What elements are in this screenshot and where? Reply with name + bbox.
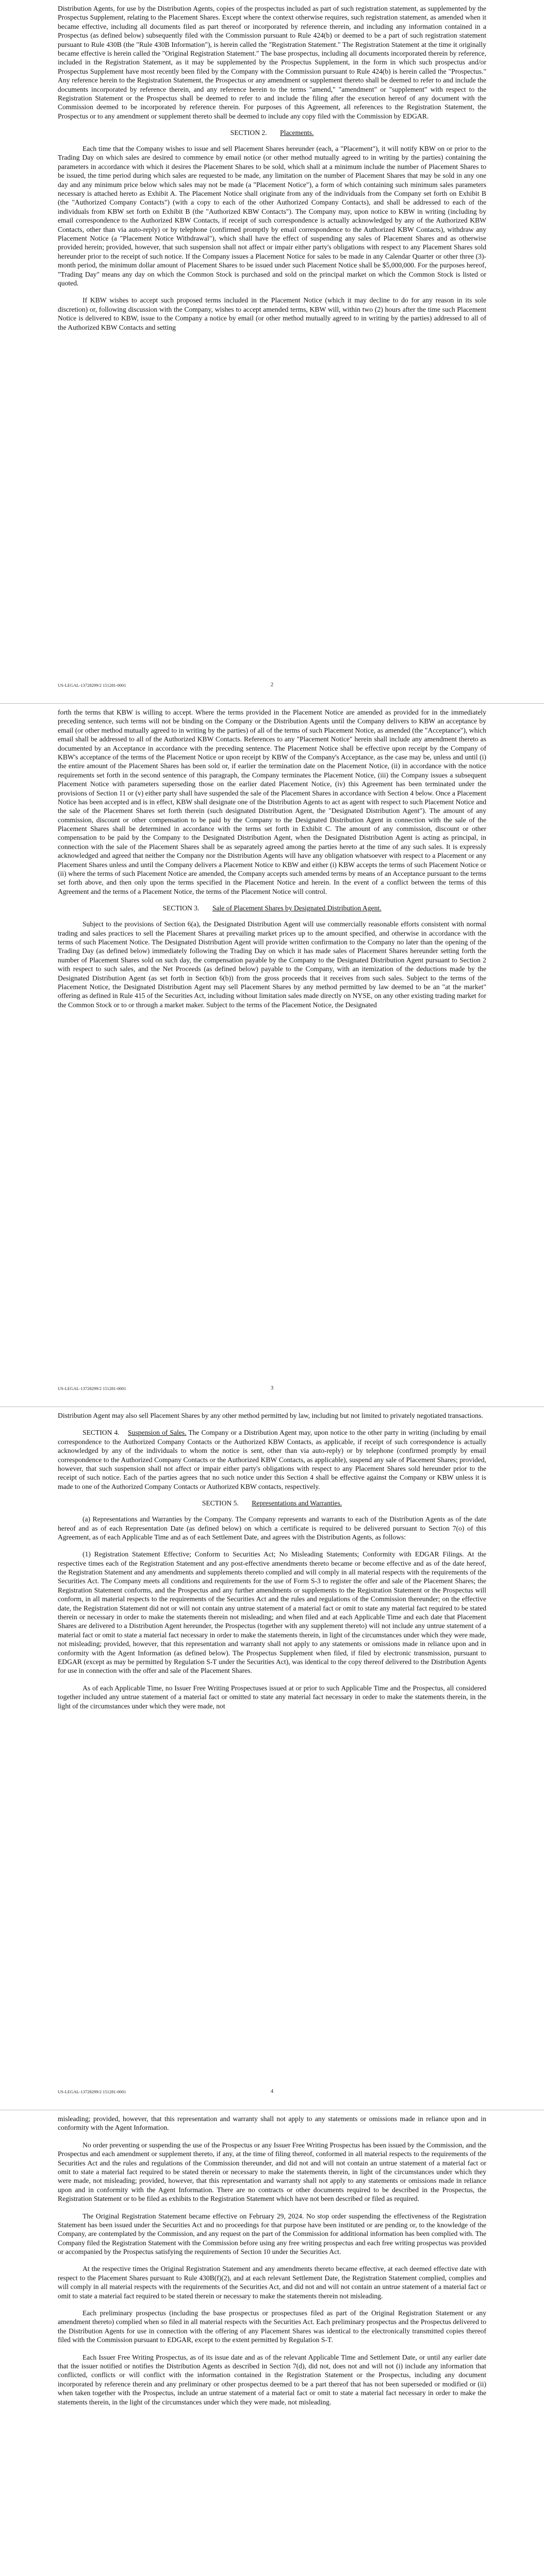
paragraph: (a) Representations and Warranties by the Company. The Company represents and warrants to each of the Distribution Agents as of the date hereof and as of each Representation Date (as defined below) on which a certificate is required to be delivered pursuant to Section 7(o) of this Agreement, as of each Applicable Time and as of each Settlement Date, and agrees with the Distribution Agents, as follows: [58,1515,486,1541]
section-title: Suspension of Sales. [127,1429,187,1437]
section-heading [58,1499,486,1507]
section-title: Representations and Warranties. [252,1499,342,1507]
section-4-paragraph [58,1428,486,1491]
section-number: SECTION 4. [83,1429,120,1437]
paragraph: Each preliminary prospectus (including the base prospectus or prospectuses filed as part of the Original Registration Statement or any amendment thereto) complied when so filed in all material respects with the Securities Act. Each preliminary prospectus and the Prospectus delivered to the Distribution Agents for use in connection with the offering of any Placement Shares was identical to the electronically transmitted copies thereof filed with the Commission pursuant to EDGAR, except to the extent permitted by Regulation S-T. [58,2309,486,2344]
paragraph: As of each Applicable Time, no Issuer Free Writing Prospectuses issued at or prior to such Applicable Time and the Prospectus, all considered together included any untrue statement of a material fact or omitted to state any material fact necessary in order to make the statements therein, in the light of the circumstances under which they were made, not [58,1684,486,1710]
paragraph: Distribution Agents, for use by the Distribution Agents, copies of the prospectus included as part of such registration statement, as supplemented by the Prospectus Supplement, relating to the Placement Shares. Except where the context otherwise requires, such registration statement, as amended when it became effective, including all documents filed as part thereof or incorporated by reference therein, and including any information contained in a Prospectus (as defined below) subsequently filed with the Commission pursuant to Rule 424(b) or deemed to be a part of such registration statement pursuant to Rule 430B (the "Rule 430B Information"), is herein called the "Registration Statement." The Registration Statement at the time it originally became effective is herein called the "Original Registration Statement." The base prospectus, including all documents incorporated therein by reference, included in the Registration Statement, as it may be supplemented by the Prospectus Supplement, in the form in which such prospectus and/or Prospectus Supplement have most recently been filed by the Company with the Commission pursuant to Rule 424(b) is herein called the "Prospectus." Any reference herein to the Registration Statement, the Prospectus or any amendment or supplement thereto shall be deemed to refer to and include the documents incorporated by reference therein, and any reference herein to the terms "amend," "amendment" or "supplement" with respect to the Registration Statement or the Prospectus shall be deemed to refer to and include the filing after the execution hereof of any document with the Commission deemed to be incorporated by reference therein. For purposes of this Agreement, all references to the Registration Statement, the Prospectus or to any amendment or supplement thereto shall be deemed to include any copy filed with the Commission by EDGAR. [58,5,486,120]
paragraph: (1) Registration Statement Effective; Conform to Securities Act; No Misleading Statements; Conformity with EDGAR Filings. At the respective times each of the Registration Statement and any post-effective amendments thereto became or become effective and as of the date hereof, the Registration Statement and any amendments and supplements thereto complied and will comply in all material respects with the requirements of the Securities Act. The Company meets all conditions and requirements for the use of Form S-3 to register the offer and sale of the Placement Shares; the Registration Statement conforms, and the Prospectus and any further amendments or supplements to the Registration Statement or the Prospectus will conform, in all material respects to the requirements of the Securities Act and the rules and regulations of the Commission thereunder; on the effective date, the Registration Statement did not or will not contain any untrue statement of a material fact or omit to state any material fact required to be stated therein or necessary in order to make the statements therein not misleading; and when filed and at each Applicable Time and each date that Placement Shares are delivered to a Distribution Agent hereunder, the Prospectus (together with any supplement thereto) will not include any untrue statement of a material fact or omit to state a material fact necessary in order to make the statements therein, in light of the circumstances under which they were made, not misleading; provided, however, that this representation and warranty shall not apply to any statements or omissions made in reliance upon and in conformity with the Agent Information (as defined below). The Prospectus Supplement when filed, if filed by electronic transmission, pursuant to EDGAR (except as may be permitted by Regulation S-T under the Securities Act), was identical to the copy thereof delivered to the Distribution Agents for use in connection with the offer and sale of the Placement Shares. [58,1550,486,1675]
section-title: Sale of Placement Shares by Designated Distribution Agent. [212,904,382,912]
section-heading [58,904,486,912]
paragraph: forth the terms that KBW is willing to accept. Where the terms provided in the Placement Notice are amended as provided for in the immediately preceding sentence, such terms will not be binding on the Company or the Distribution Agents until the Company delivers to KBW an acceptance by email (or other method mutually agreed to in writing by the parties) of all of the terms of such Placement Notice, as amended (the "Acceptance"), which email shall be addressed to all of the Authorized KBW Contacts. References to any "Placement Notice" herein shall include any amendment thereto as documented by an Acceptance in accordance with the preceding sentence. The Placement Notice shall be effective upon receipt by the Company of KBW's acceptance of the terms of the Placement Notice or upon receipt by KBW of the Company's Acceptance, as the case may be, unless and until (i) the entire amount of the Placement Shares has been sold or, if earlier the termination date on the Placement Notice, (ii) in accordance with the notice requirements set forth in the second sentence of this paragraph, the Company terminates the Placement Notice, (iii) the Company issues a subsequent Placement Notice with parameters superseding those on the earlier dated Placement Notice, (iv) this Agreement has been terminated under the provisions of Section 11 or (v) either party shall have suspended the sale of the Placement Shares in accordance with Section 4 below. Once a Placement Notice has been accepted and is in effect, KBW shall designate one of the Distribution Agents to act as agent with respect to such Placement Notice and the sale of the Placement Shares set forth therein (such designated Distribution Agent, the "Designated Distribution Agent"). The amount of any commission, discount or other compensation to be paid by the Company to the Designated Distribution Agent in connection with the sale of the Placement Shares shall be determined in accordance with the terms set forth in Exhibit C. The amount of any commission, discount or other compensation to be paid by the Company to the Designated Distribution Agent, when the Designated Distribution Agent is acting as principal, in connection with the sale of the Placement Shares shall be as separately agreed among the parties hereto at the time of any such sales. It is expressly acknowledged and agreed that neither the Company nor the Distribution Agents will have any obligation whatsoever with respect to a Placement or any Placement Shares unless and until the Company delivers a Placement Notice to KBW and either (i) KBW accepts the terms of such Placement Notice or (ii) where the terms of such Placement Notice are amended, the Company accepts such amended terms by means of an Acceptance pursuant to the terms set forth above, and then only upon the terms specified in the Placement Notice and herein. In the event of a conflict between the terms of this Agreement and the terms of a Placement Notice, the terms of the Placement Notice will control. [58,708,486,895]
paragraph: At the respective times the Original Registration Statement and any amendments thereto became effective, at each deemed effective date with respect to the Placement Shares pursuant to Rule 430B(f)(2), and at each relevant Settlement Date, the Registration Statement complied, complies and will comply in all material respects with the requirements of the Securities Act, and did not and will not contain an untrue statement of a material fact or omit to state a material fact required to be stated therein or necessary to make the statements therein not misleading. [58,2265,486,2300]
doc-id: US-LEGAL-13728299/2 151281-0001 [58,2089,126,2094]
paragraph: misleading; provided, however, that this representation and warranty shall not apply to any statements or omissions made in reliance upon and in conformity with the Agent Information. [58,2115,486,2132]
page-5 [0,2110,544,2576]
paragraph: No order preventing or suspending the use of the Prospectus or any Issuer Free Writing Prospectus has been issued by the Commission, and the Prospectus and each amendment or supplement thereto, if any, at the time of filing thereof, conformed in all material respects to the requirements of the Securities Act and the rules and regulations of the Commission thereunder, and did not and will not contain an untrue statement of a material fact or omit to state a material fact required to be stated therein or necessary to make the statements therein, in light of the circumstances under which they were made, not misleading; provided, however, that this representation and warranty shall not apply to any statements or omissions made in reliance upon and in conformity with the Agent Information. There are no contracts or other documents required to be described in the Prospectus, the Registration Statement or to be filed as exhibits to the Registration Statement which have not been described or filed as required. [58,2141,486,2203]
paragraph: Each Issuer Free Writing Prospectus, as of its issue date and as of the relevant Applicable Time and Settlement Date, or until any earlier date that the issuer notified or notifies the Distribution Agents as described in Section 7(d), did not, does not and will not (i) include any information that conflicted, conflicts or will conflict with the information contained in the Registration Statement or the Prospectus, including any document incorporated by reference therein and any preliminary or other prospectus deemed to be a part thereof that has not been superseded or modified or (ii) when taken together with the Prospectus, include an untrue statement of a material fact or omit to state a material fact necessary in order to make the statements therein, in the light of the circumstances under which they were made, not misleading. [58,2353,486,2406]
doc-id: US-LEGAL-13728299/2 151281-0001 [58,1386,126,1391]
paragraph: If KBW wishes to accept such proposed terms included in the Placement Notice (which it may decline to do for any reason in its sole discretion) or, following discussion with the Company, wishes to accept amended terms, KBW will, within two (2) hours after the time such Placement Notice is delivered to KBW, issue to the Company a notice by email (or other method mutually agreed to in writing by the parties) addressed to all of the Authorized KBW Contacts and setting [58,296,486,331]
page-number: 4 [270,2088,274,2094]
section-number: SECTION 3. [162,904,200,912]
doc-id: US-LEGAL-13728299/2 151281-0001 [58,683,126,688]
section-number: SECTION 2. [230,129,267,137]
paragraph: Subject to the provisions of Section 6(a), the Designated Distribution Agent will use commercially reasonable efforts consistent with normal trading and sales practices to sell the Placement Shares at prevailing market prices up to the amount specified, and otherwise in accordance with the terms of such Placement Notice. The Designated Distribution Agent will provide written confirmation to the Company no later than the opening of the Trading Day (as defined below) immediately following the Trading Day on which it has made sales of Placement Shares hereunder setting forth the number of Placement Shares sold on such day, the compensation payable by the Company to the Designated Distribution Agent pursuant to Section 2 with respect to such sales, and the Net Proceeds (as defined below) payable to the Company, with an itemization of the deductions made by the Designated Distribution Agent (as set forth in Section 6(b)) from the gross proceeds that it receives from such sales. Subject to the terms of the Placement Notice, the Designated Distribution Agent may sell Placement Shares by any method permitted by law deemed to be an "at the market" offering as defined in Rule 415 of the Securities Act, including without limitation sales made directly on NYSE, on any other existing trading market for the Common Stock or to or through a market maker. Subject to the terms of the Placement Notice, the Designated [58,920,486,1009]
paragraph: Distribution Agent may also sell Placement Shares by any other method permitted by law, including but not limited to privately negotiated transactions. [58,1412,483,1419]
section-heading [58,129,486,137]
page-2 [0,0,544,703]
section-title: Placements. [280,129,314,137]
section-text: The Company or a Distribution Agent may, upon notice to the other party in writing (including by email correspondence to the Authorized Company Contacts or the Authorized KBW Contacts, as applicable, if receipt of such correspondence is actually acknowledged by any of the individuals to whom the notice is sent, other than via auto-reply) or by telephone (confirmed promptly by email correspondence to the Authorized Company Contacts or the Authorized KBW Contacts, as applicable), suspend any sale of Placement Shares; provided, however, that such suspension shall not affect or impair either party's obligations with respect to any Placement Shares sold hereunder prior to the receipt of such notice. Each of the parties agrees that no such notice under this Section 4 shall be effective against the Company or KBW unless it is made to one of the Authorized Company Contacts or Authorized KBW contacts, respectively. [58,1429,487,1490]
page-4 [0,1406,544,2110]
page-3 [0,703,544,1406]
paragraph: Each time that the Company wishes to issue and sell Placement Shares hereunder (each, a "Placement"), it will notify KBW on or prior to the Trading Day on which sales are desired to commence by email notice (or other method mutually agreed to in writing by the parties) containing the parameters in accordance with which it desires the Placement Shares to be sold, which shall at a minimum include the number of Placement Shares to be issued, the time period during which sales are requested to be made, any limitation on the number of Placement Shares that may be sold in any one day and any minimum price below which sales may not be made (a "Placement Notice"), a form of which containing such minimum sales parameters necessary is attached hereto as Exhibit A. The Placement Notice shall originate from any of the individuals from the Company set forth on Exhibit B (the "Authorized Company Contacts") (with a copy to each of the other Authorized Company Contacts), and shall be addressed to each of the individuals from KBW set forth on Exhibit B (the "Authorized KBW Contacts"). The Company may, upon notice to KBW in writing (including by email correspondence to the Authorized KBW Contacts, if receipt of such correspondence is actually acknowledged by any of the Authorized KBW Contacts, other than via auto-reply) or by telephone (confirmed promptly by email correspondence to the Authorized KBW Contacts), withdraw any Placement Notice (a "Placement Notice Withdrawal"), which shall have the effect of suspending any sales of Placement Shares and as otherwise provided herein; provided, however, that such suspension shall not affect or impair either party's obligations with respect to any Placement Shares sold hereunder prior to the receipt of such notice. If the Company issues a Placement Notice for sales to be made in any Calendar Quarter or other three (3)-month period, the minimum dollar amount of Placement Shares to be issued under such Placement Notice shall be $5,000,000. For the purposes hereof, "Trading Day" means any day on which the Common Stock is purchased and sold on the principal market on which the Common Stock is listed or quoted. [58,145,486,287]
paragraph: The Original Registration Statement became effective on February 29, 2024. No stop order suspending the effectiveness of the Registration Statement has been issued under the Securities Act and no proceedings for that purpose have been instituted or are pending or, to the knowledge of the Company, are contemplated by the Commission, and any request on the part of the Commission for additional information has been complied with. The Company filed the Registration Statement with the Commission before using any free writing prospectus and each free writing prospectus was provided or accompanied by the Prospectus satisfying the requirements of Section 10 under the Securities Act. [58,2212,486,2256]
page-number: 3 [270,1385,274,1391]
section-number: SECTION 5. [202,1499,239,1507]
page-number: 2 [270,682,274,688]
